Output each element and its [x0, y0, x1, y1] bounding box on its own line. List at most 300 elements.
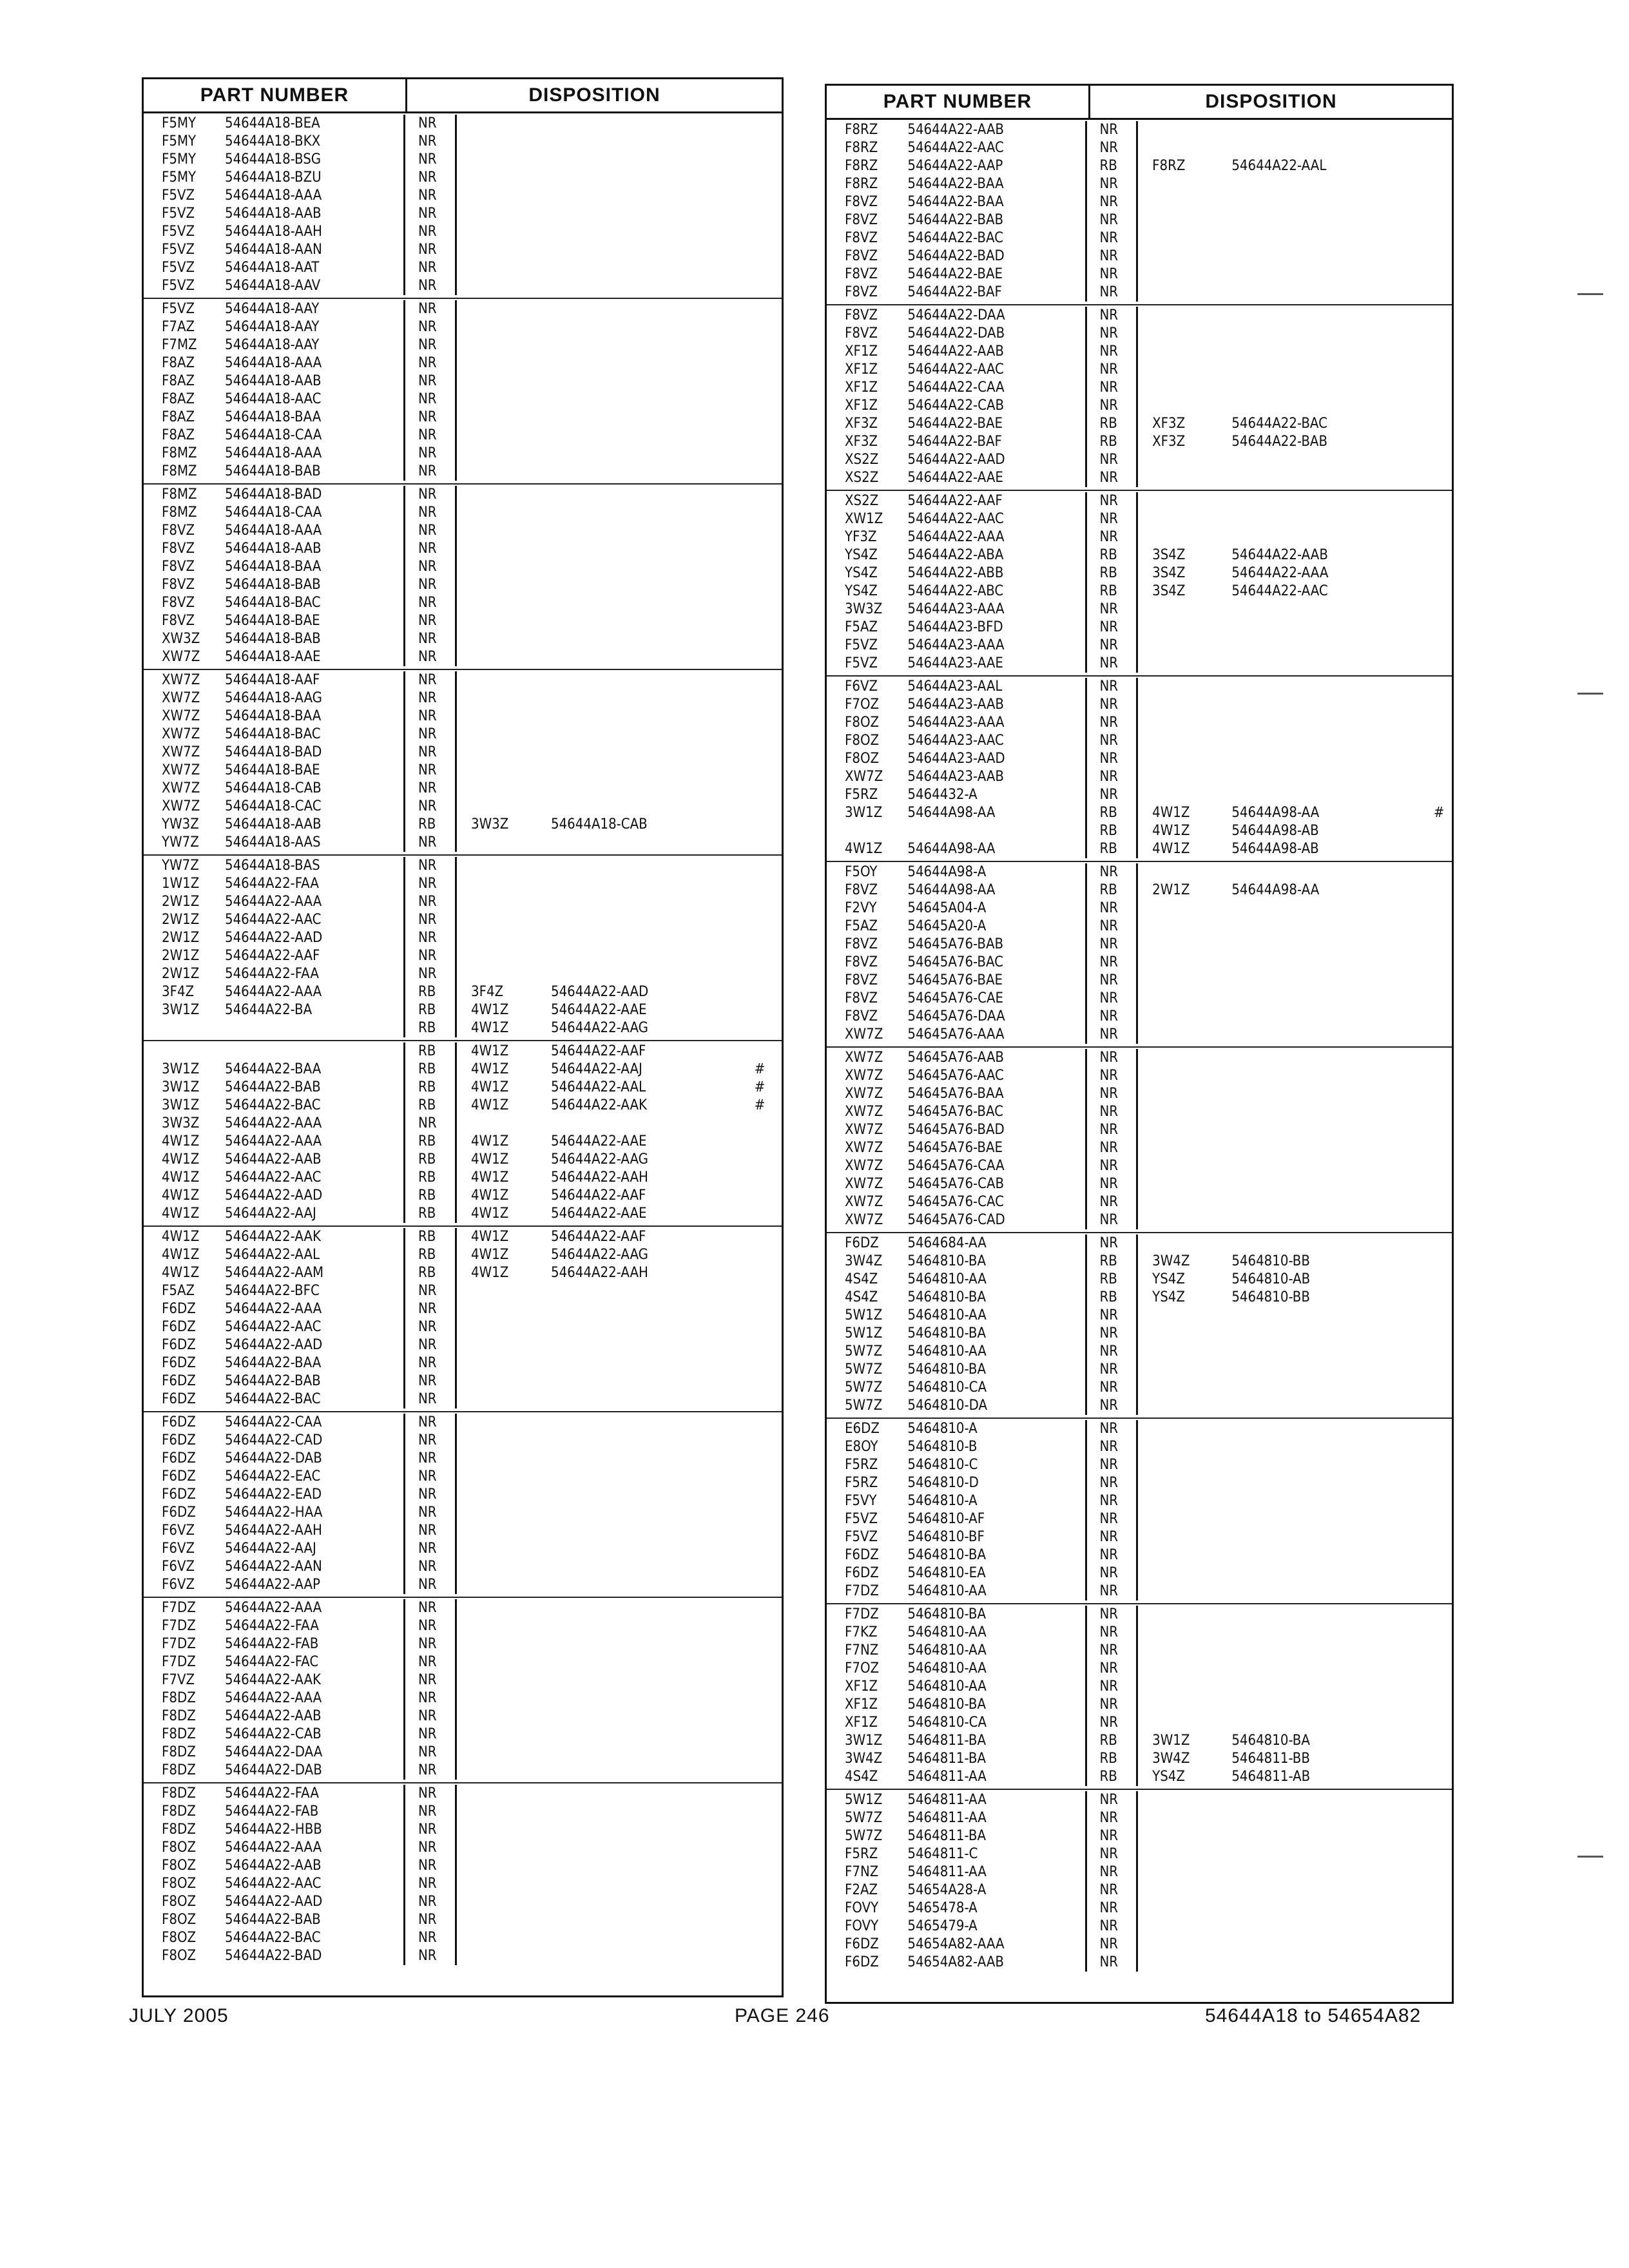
replacement-prefix: 3W1Z — [1152, 1733, 1190, 1749]
part-number: 5464811-BA — [903, 1732, 1086, 1750]
table-row — [144, 558, 782, 576]
part-number: 54644A18-AAH — [221, 223, 405, 241]
table-row — [144, 1187, 782, 1205]
row-group — [827, 1790, 1452, 1974]
note-mark — [1426, 229, 1452, 247]
replacement-prefix — [1138, 1067, 1228, 1085]
table-row — [144, 354, 782, 372]
note-mark — [747, 929, 773, 947]
part-prefix: 4S4Z — [845, 1769, 878, 1785]
part-prefix: F8DZ — [162, 1785, 196, 1802]
replacement-number — [1228, 1456, 1426, 1474]
table-row — [827, 1456, 1452, 1474]
note-mark — [747, 1893, 773, 1911]
replacement-number — [1228, 1678, 1426, 1696]
table-row — [827, 655, 1452, 673]
table-row — [144, 1839, 782, 1857]
part-prefix: 5W7Z — [845, 1379, 883, 1396]
replacement-number — [1228, 990, 1426, 1008]
part-prefix: F8OZ — [845, 751, 880, 767]
disposition-code: NR — [405, 1929, 457, 1947]
disposition-code: NR — [405, 540, 457, 558]
table-row — [144, 259, 782, 277]
replacement-prefix — [457, 1486, 547, 1504]
replacement-number — [547, 558, 747, 576]
part-number: 54644A22-AAJ — [221, 1205, 405, 1223]
disposition-code: NR — [405, 893, 457, 911]
part-number: 54644A22-AAD — [221, 1187, 405, 1205]
replacement-number — [1228, 492, 1426, 510]
replacement-prefix — [1138, 732, 1228, 750]
part-prefix: F2VY — [845, 900, 877, 916]
disposition-code: NR — [1087, 1343, 1139, 1361]
note-mark — [1426, 750, 1452, 768]
part-number: 54644A22-BA — [221, 1001, 405, 1019]
note-mark — [1426, 1863, 1452, 1881]
part-prefix: XW7Z — [162, 649, 200, 665]
table-row — [827, 1642, 1452, 1660]
replacement-prefix — [457, 372, 547, 390]
replacement-prefix — [457, 1875, 547, 1893]
note-mark — [1426, 1606, 1452, 1624]
part-prefix: F8DZ — [162, 1690, 196, 1706]
part-prefix: F6DZ — [162, 1373, 196, 1389]
table-row — [827, 1845, 1452, 1863]
replacement-prefix — [1138, 1085, 1228, 1103]
replacement-number — [547, 1282, 747, 1300]
table-row — [827, 1791, 1452, 1809]
replacement-prefix: XF3Z — [1152, 434, 1186, 450]
disposition-code: NR — [1087, 1235, 1139, 1253]
note-mark — [747, 726, 773, 744]
note-mark — [1426, 972, 1452, 990]
replacement-prefix — [1138, 1936, 1228, 1954]
replacement-number — [1228, 451, 1426, 469]
table-row — [144, 1246, 782, 1264]
note-mark — [1426, 1881, 1452, 1899]
note-mark — [747, 1372, 773, 1390]
table-row — [144, 223, 782, 241]
replacement-number — [547, 1857, 747, 1875]
replacement-number: 54644A98-AB — [1231, 823, 1319, 839]
note-mark — [1426, 379, 1452, 397]
replacement-number — [547, 1354, 747, 1372]
part-prefix: XS2Z — [845, 493, 879, 509]
table-row — [144, 1001, 782, 1019]
table-row — [144, 1043, 782, 1061]
part-number: 54644A22-HAA — [221, 1504, 405, 1522]
part-prefix: F5RZ — [845, 1457, 878, 1473]
part-prefix: F7DZ — [162, 1654, 196, 1670]
note-mark — [1426, 247, 1452, 265]
replacement-number — [1228, 307, 1426, 325]
part-prefix: F6DZ — [162, 1391, 196, 1407]
part-prefix: XF3Z — [845, 434, 878, 450]
part-number: 54644A22-AAD — [903, 451, 1086, 469]
replacement-prefix — [457, 1318, 547, 1336]
part-number: 5464810-C — [903, 1456, 1086, 1474]
replacement-number — [1228, 732, 1426, 750]
disposition-code: NR — [405, 1432, 457, 1450]
replacement-number — [547, 259, 747, 277]
replacement-number: 5464810-BB — [1231, 1253, 1310, 1269]
table-row — [827, 121, 1452, 139]
disposition-code: RB — [405, 1001, 457, 1019]
part-number: 54644A18-AAN — [221, 241, 405, 259]
disposition-code: NR — [405, 875, 457, 893]
part-prefix: 4W1Z — [162, 1247, 200, 1263]
table-row — [144, 1282, 782, 1300]
disposition-code: NR — [405, 1744, 457, 1762]
disposition-code: RB — [1087, 157, 1139, 175]
part-number: 54644A18-BZU — [221, 169, 405, 187]
disposition-code: NR — [405, 594, 457, 612]
part-prefix: F5VZ — [845, 1511, 878, 1527]
replacement-prefix — [457, 707, 547, 726]
part-prefix: 5W1Z — [845, 1792, 883, 1808]
part-number: 5464810-AA — [903, 1307, 1086, 1325]
part-prefix: F5OY — [845, 864, 878, 880]
part-number: 54645A76-CAE — [903, 990, 1086, 1008]
disposition-code: NR — [405, 277, 457, 295]
replacement-prefix: 4W1Z — [471, 1097, 509, 1113]
replacement-prefix — [1138, 1492, 1228, 1510]
disposition-code: NR — [1087, 1175, 1139, 1193]
replacement-prefix — [457, 1821, 547, 1839]
replacement-number — [1228, 1492, 1426, 1510]
replacement-prefix — [457, 1803, 547, 1821]
replacement-number — [547, 1785, 747, 1803]
replacement-number — [1228, 1936, 1426, 1954]
disposition-code: NR — [405, 1653, 457, 1671]
note-mark — [747, 1043, 773, 1061]
replacement-prefix — [457, 1468, 547, 1486]
part-prefix: F7DZ — [162, 1600, 196, 1616]
disposition-code: NR — [405, 1803, 457, 1821]
disposition-code: NR — [1087, 1325, 1139, 1343]
part-number: 54644A22-AAC — [903, 139, 1086, 157]
disposition-code: NR — [405, 1762, 457, 1780]
part-prefix: F8OZ — [162, 1894, 197, 1910]
part-number: 54644A18-AAE — [221, 648, 405, 666]
table-row — [144, 1540, 782, 1558]
note-mark — [1426, 193, 1452, 211]
note-mark — [747, 390, 773, 408]
table-row — [144, 1414, 782, 1432]
replacement-prefix — [1138, 1881, 1228, 1899]
replacement-prefix: 3S4Z — [1152, 583, 1186, 599]
part-prefix: F6DZ — [162, 1319, 196, 1335]
part-prefix: YW7Z — [162, 834, 199, 850]
replacement-number — [547, 1468, 747, 1486]
note-mark — [1426, 990, 1452, 1008]
row-group — [144, 856, 782, 1041]
table-row — [144, 1205, 782, 1223]
disposition-code: NR — [1087, 1564, 1139, 1582]
note-mark — [1426, 1175, 1452, 1193]
disposition-code: NR — [405, 336, 457, 354]
part-prefix: XW7Z — [845, 1212, 883, 1228]
part-prefix: F7MZ — [162, 337, 197, 353]
row-group — [827, 677, 1452, 862]
replacement-number: 54644A22-AAF — [551, 1043, 646, 1059]
note-mark — [747, 1558, 773, 1576]
note-mark — [747, 1264, 773, 1282]
part-number: 54644A22-FAC — [221, 1653, 405, 1671]
table-row — [827, 1289, 1452, 1307]
table-row — [144, 336, 782, 354]
part-number: 54644A22-ABC — [903, 582, 1086, 601]
part-prefix: 4W1Z — [162, 1133, 200, 1149]
note-mark — [1426, 415, 1452, 433]
part-prefix: 4W1Z — [162, 1169, 200, 1186]
replacement-prefix — [1138, 1845, 1228, 1863]
replacement-number: 54644A22-AAG — [551, 1247, 648, 1263]
table-row — [144, 1354, 782, 1372]
disposition-code: RB — [405, 983, 457, 1001]
note-mark — [747, 1468, 773, 1486]
note-mark — [1426, 121, 1452, 139]
table-row — [144, 1875, 782, 1893]
replacement-number — [1228, 1211, 1426, 1229]
replacement-prefix — [457, 259, 547, 277]
replacement-prefix: 4W1Z — [471, 1133, 509, 1149]
replacement-number — [547, 1504, 747, 1522]
replacement-number: 5464811-BB — [1231, 1751, 1310, 1767]
disposition-code: NR — [405, 1558, 457, 1576]
table-row — [827, 1954, 1452, 1972]
part-number: 54644A18-BAA — [221, 558, 405, 576]
table-row — [144, 1115, 782, 1133]
disposition-code: NR — [1087, 325, 1139, 343]
replacement-number — [547, 1689, 747, 1707]
part-number — [221, 1043, 405, 1061]
replacement-prefix — [457, 1893, 547, 1911]
replacement-number — [547, 169, 747, 187]
disposition-code: NR — [405, 947, 457, 965]
note-mark — [747, 151, 773, 169]
note-mark — [747, 612, 773, 630]
table-row — [827, 1121, 1452, 1139]
table-row — [144, 594, 782, 612]
note-mark — [1426, 564, 1452, 582]
table-row — [144, 1911, 782, 1929]
note-mark — [1426, 1397, 1452, 1415]
part-number: 54644A22-AAB — [903, 121, 1086, 139]
part-number: 54644A22-AAF — [903, 492, 1086, 510]
replacement-number — [547, 390, 747, 408]
part-prefix: F6DZ — [162, 1337, 196, 1353]
replacement-number — [547, 1839, 747, 1857]
replacement-prefix — [457, 965, 547, 983]
part-prefix: F5VZ — [162, 260, 195, 276]
replacement-prefix — [1138, 1211, 1228, 1229]
note-mark — [1426, 881, 1452, 899]
disposition-code: NR — [1087, 284, 1139, 302]
replacement-number — [547, 300, 747, 318]
disposition-code: RB — [405, 1151, 457, 1169]
replacement-prefix: 4W1Z — [471, 1061, 509, 1077]
part-prefix: F6VZ — [162, 1541, 195, 1557]
part-number: 54644A22-FAB — [221, 1803, 405, 1821]
part-number: 54644A22-BFC — [221, 1282, 405, 1300]
table-row — [144, 648, 782, 666]
table-row — [827, 972, 1452, 990]
replacement-prefix — [457, 241, 547, 259]
table-row — [827, 918, 1452, 936]
table-row — [827, 1253, 1452, 1271]
replacement-prefix — [457, 1929, 547, 1947]
part-prefix: F6DZ — [162, 1432, 196, 1448]
replacement-prefix — [1138, 655, 1228, 673]
table-row — [827, 469, 1452, 487]
note-mark — [1426, 1271, 1452, 1289]
table-row — [827, 637, 1452, 655]
table-row — [144, 689, 782, 707]
part-number: 54644A22-BAC — [221, 1390, 405, 1408]
replacement-number — [1228, 1139, 1426, 1157]
part-prefix: 3W1Z — [845, 805, 883, 821]
part-number: 54644A22-BAB — [221, 1079, 405, 1097]
replacement-number — [547, 875, 747, 893]
note-mark — [1426, 1660, 1452, 1678]
replacement-prefix: 4W1Z — [471, 1229, 509, 1245]
part-prefix: 2W1Z — [162, 948, 200, 964]
replacement-prefix — [457, 1522, 547, 1540]
replacement-number: 54644A22-BAB — [1231, 434, 1328, 450]
note-mark — [1426, 655, 1452, 673]
part-prefix: F5MY — [162, 169, 197, 186]
replacement-prefix — [1138, 1510, 1228, 1528]
part-number: 54644A22-FAA — [221, 965, 405, 983]
table-row — [827, 936, 1452, 954]
replacement-number — [1228, 1474, 1426, 1492]
replacement-number — [547, 1635, 747, 1653]
table-row — [144, 187, 782, 205]
part-prefix: XW1Z — [845, 511, 883, 527]
note-mark — [1426, 601, 1452, 619]
replacement-prefix — [457, 187, 547, 205]
disposition-code: NR — [1087, 1642, 1139, 1660]
note-mark — [1426, 936, 1452, 954]
replacement-prefix — [1138, 1546, 1228, 1564]
disposition-code: NR — [405, 1689, 457, 1707]
part-prefix: F7NZ — [845, 1864, 879, 1880]
note-mark — [747, 648, 773, 666]
part-prefix: F7DZ — [845, 1606, 879, 1622]
part-prefix: F8VZ — [162, 595, 195, 611]
table-row — [827, 1863, 1452, 1881]
disposition-code: NR — [405, 965, 457, 983]
disposition-code: NR — [1087, 492, 1139, 510]
disposition-code: RB — [1087, 881, 1139, 899]
part-number: 5464810-BA — [903, 1606, 1086, 1624]
replacement-number — [1228, 1103, 1426, 1121]
part-number: 54644A18-AAA — [221, 354, 405, 372]
replacement-number: 54644A22-BAC — [1231, 416, 1327, 432]
disposition-code: NR — [405, 390, 457, 408]
disposition-code: NR — [405, 241, 457, 259]
disposition-code: NR — [1087, 1954, 1139, 1972]
table-row — [827, 265, 1452, 284]
note-mark — [747, 1187, 773, 1205]
note-mark — [1426, 343, 1452, 361]
replacement-number: 54644A22-AAA — [1231, 565, 1329, 581]
replacement-number: 54644A22-AAL — [1231, 158, 1327, 174]
table-row — [827, 1103, 1452, 1121]
part-prefix: F7OZ — [845, 697, 880, 713]
note-mark — [1426, 1809, 1452, 1827]
table-row — [827, 840, 1452, 858]
disposition-code: NR — [1087, 343, 1139, 361]
replacement-prefix — [457, 354, 547, 372]
note-mark — [747, 318, 773, 336]
replacement-number — [547, 1947, 747, 1965]
part-prefix: F8VZ — [845, 194, 878, 210]
replacement-number — [547, 151, 747, 169]
table-row — [827, 510, 1452, 528]
part-prefix: F5VZ — [845, 1529, 878, 1545]
note-mark — [1426, 1510, 1452, 1528]
replacement-prefix: 4W1Z — [471, 1043, 509, 1059]
replacement-number — [547, 1318, 747, 1336]
part-number: 54644A23-AAC — [903, 732, 1086, 750]
note-mark — [747, 1875, 773, 1893]
replacement-prefix — [457, 1432, 547, 1450]
part-number: 54644A18-AAS — [221, 834, 405, 852]
replacement-prefix — [1138, 1714, 1228, 1732]
part-number: 54645A76-CAD — [903, 1211, 1086, 1229]
part-prefix: XS2Z — [845, 452, 879, 468]
replacement-number — [1228, 1361, 1426, 1379]
note-mark — [1426, 1954, 1452, 1972]
replacement-number — [547, 1653, 747, 1671]
replacement-number — [1228, 1379, 1426, 1397]
disposition-code: NR — [1087, 469, 1139, 487]
replacement-prefix — [457, 558, 547, 576]
part-number: 5464810-BA — [903, 1696, 1086, 1714]
note-mark — [747, 594, 773, 612]
part-prefix: F5AZ — [845, 918, 878, 934]
replacement-number — [547, 630, 747, 648]
replacement-number — [1228, 1307, 1426, 1325]
table-row — [827, 1809, 1452, 1827]
part-number: 54644A22-EAC — [221, 1468, 405, 1486]
disposition-code: NR — [1087, 1026, 1139, 1044]
note-mark: # — [754, 1079, 766, 1095]
note-mark — [747, 1653, 773, 1671]
disposition-code: NR — [1087, 193, 1139, 211]
disposition-code: NR — [1087, 1157, 1139, 1175]
replacement-number — [547, 689, 747, 707]
replacement-number: 54644A22-AAK — [551, 1097, 647, 1113]
replacement-number — [1228, 121, 1426, 139]
part-number: 54644A23-AAL — [903, 678, 1086, 696]
note-mark — [747, 300, 773, 318]
replacement-prefix — [1138, 1678, 1228, 1696]
part-prefix: XW7Z — [845, 769, 883, 785]
part-prefix: F7DZ — [162, 1618, 196, 1634]
replacement-number — [1228, 655, 1426, 673]
table-row — [827, 822, 1452, 840]
note-mark — [1426, 451, 1452, 469]
note-mark — [1426, 863, 1452, 881]
part-prefix: E8OY — [845, 1439, 878, 1455]
part-prefix: 3W1Z — [162, 1097, 200, 1113]
table-row — [144, 857, 782, 875]
replacement-number — [1228, 637, 1426, 655]
table-row — [827, 899, 1452, 918]
